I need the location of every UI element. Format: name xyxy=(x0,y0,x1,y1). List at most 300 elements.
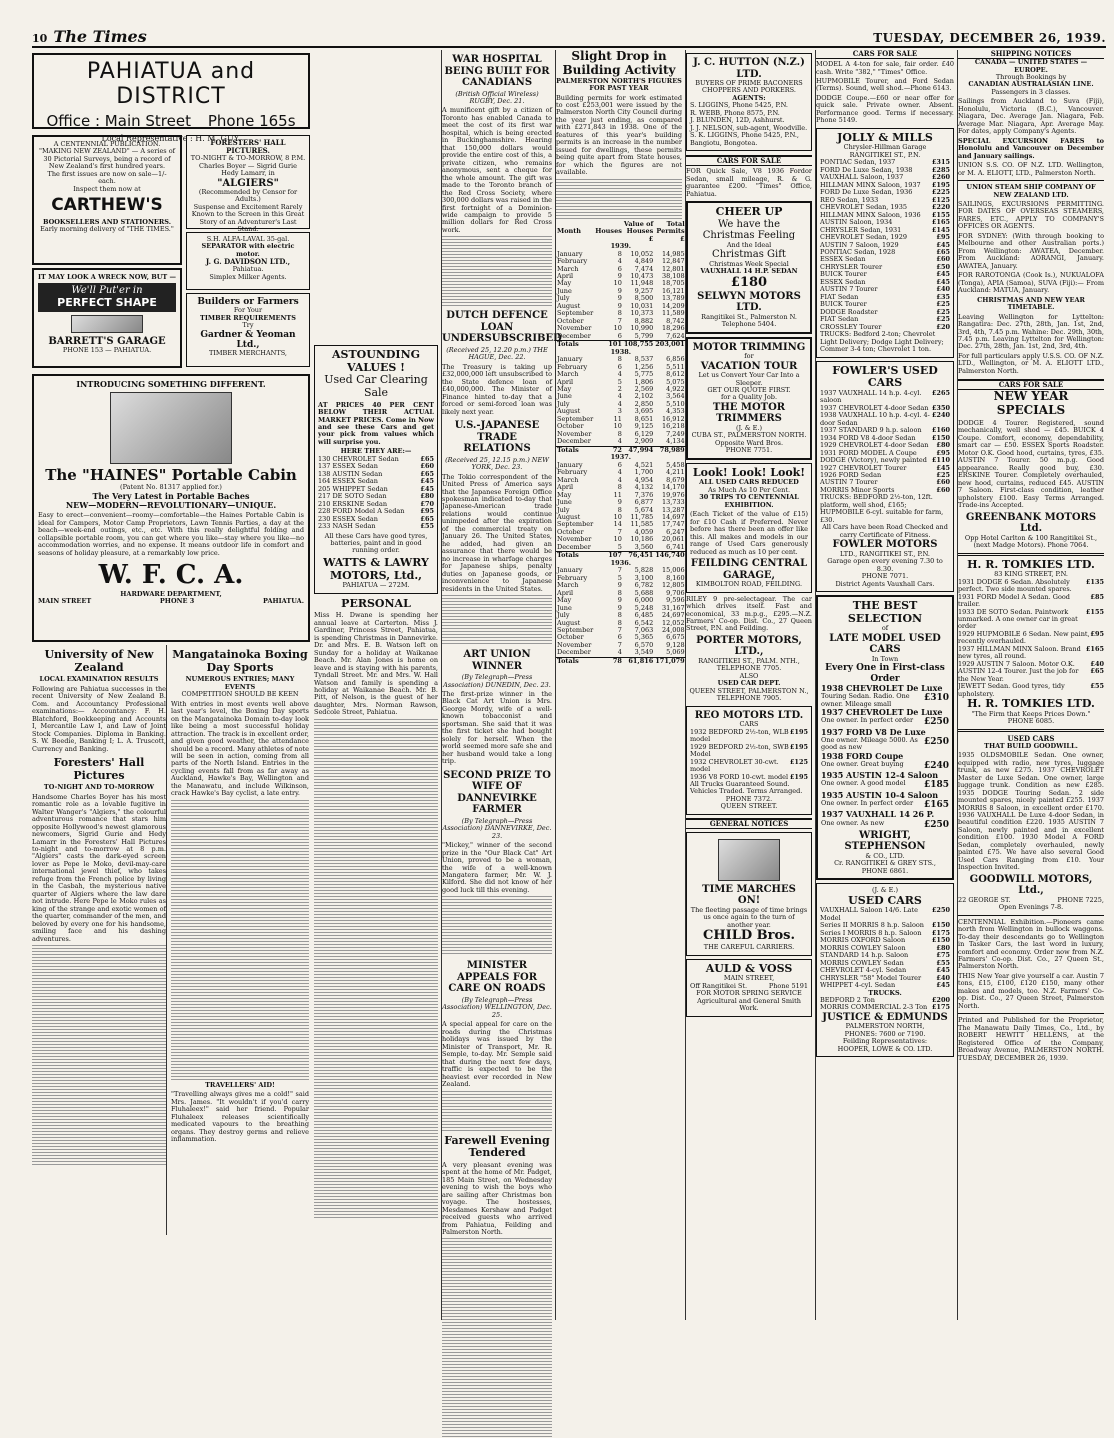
item-price: £265 xyxy=(931,388,950,397)
table-cell: April xyxy=(557,271,574,280)
justice-edmunds-ad xyxy=(816,883,954,1057)
item-name: 1932 CHEVROLET 30-cwt. model xyxy=(690,757,779,774)
fowler-addr: LTD., RANGITIKEI ST., P.N. xyxy=(840,549,930,558)
table-cell: 12,847 xyxy=(661,257,685,266)
wfca-dept: HARDWARE DEPARTMENT, xyxy=(120,589,222,598)
table-year: 1936. xyxy=(610,558,632,567)
item-price: £150 xyxy=(931,433,950,442)
hutton-agent: J. BLUNDEN, 12D, Ashhurst. xyxy=(690,116,785,125)
best-car-row xyxy=(821,693,949,708)
war-hospital-dateline: (British Official Wireless) RUGBY, Dec. 21. xyxy=(455,89,539,105)
table-cell: 10,031 xyxy=(630,301,654,310)
table-cell: August xyxy=(557,301,581,310)
table-cell: 4 xyxy=(617,399,622,408)
fowler-ad xyxy=(816,361,954,593)
col-1 xyxy=(32,132,182,371)
trimmers-l1: MOTOR TRIMMING xyxy=(692,341,806,353)
feilding-l1: ALL USED CARS REDUCED xyxy=(699,478,799,487)
item-price: £75 xyxy=(936,951,950,960)
item-price: £45 xyxy=(936,270,950,279)
university-sub: LOCAL EXAMINATION RESULTS xyxy=(39,675,159,684)
alfa-l2: SEPARATOR with electric motor. xyxy=(201,242,295,258)
dutch-title: DUTCH DEFENCE LOAN UNDERSUBSCRIBED xyxy=(442,310,562,345)
table-cell: 4,132 xyxy=(634,483,654,492)
tomkies-addr: 83 KING STREET, P.N. xyxy=(994,570,1068,579)
mangatainoka-sub: NUMEROUS ENTRIES; MANY EVENTS xyxy=(185,675,295,691)
best-car-item xyxy=(821,708,949,728)
personal-title: PERSONAL xyxy=(341,596,411,610)
union-islands: FOR RAROTONGA (Cook Is.), NUKUALOFA (Tonga), APIA (Samoa), SUVA (Fiji):— From Auckland: MATUA, January. xyxy=(958,271,1104,295)
centennial-body2: THIS New Year give yourself a car. Austin 7 tons, £15, £100, £120 £150, many other makes and models, too. N.Z. Farmers' Co-op. Dist. Co., 27 Queen Street, Palmerston North. xyxy=(958,971,1104,1010)
table-cell: 10 xyxy=(613,324,622,333)
table-cell: 9 xyxy=(617,581,622,590)
best-car-desc: One owner. Mileage 5000. As good as new xyxy=(821,735,918,752)
item-name: HILLMAN MINX Saloon, 1937 xyxy=(820,180,921,189)
table-cell: 10 xyxy=(613,422,622,431)
item-name: CHEVROLET Sedan, 1929 xyxy=(820,233,907,242)
selwyn-phone: Telephone 5404. xyxy=(721,320,777,329)
best-car-price: £250 xyxy=(923,819,949,830)
item-price: £95 xyxy=(420,507,434,516)
art-union-title: ART UNION WINNER xyxy=(463,649,531,672)
haines-cabin-ad xyxy=(32,374,310,642)
fowler-phone: PHONE 7071. xyxy=(861,572,909,581)
table-cell: 7,624 xyxy=(666,331,685,340)
fowler-title: FOWLER'S USED CARS xyxy=(832,363,938,390)
jolly-trucks: TRUCKS: Bedford 2-ton; Chevrolet Light Delivery; Dodge Light Delivery; Commer 3-4 ton; Chevrolet 1 ton. xyxy=(820,330,944,354)
table-cell: September xyxy=(557,309,594,318)
item-price: £125 xyxy=(931,195,950,204)
astounding-sub: Used Car Clearing Sale xyxy=(324,373,428,399)
item-price: £45 xyxy=(936,981,950,990)
pahiatua-office: Office : Main Street xyxy=(46,111,191,130)
table-cell: 12,805 xyxy=(661,581,685,590)
item-name: 228 FORD Model A Sedan xyxy=(318,507,405,516)
table-cell: 8,882 xyxy=(634,316,654,325)
best-car-row xyxy=(821,737,949,752)
item-price: £20 xyxy=(936,322,950,331)
porter-l1: ALSO xyxy=(739,671,759,680)
item-price: £60 xyxy=(936,255,950,264)
foresters-ad-l3: Hedy Lamarr, in xyxy=(221,169,275,178)
list-item xyxy=(820,1004,950,1011)
best-car-row xyxy=(821,820,949,830)
table-header: Month xyxy=(557,227,581,236)
best-l4: Every One in First-class Order xyxy=(825,663,945,684)
table-cell: June xyxy=(557,603,572,612)
fowler-name: FOWLER MOTORS xyxy=(832,539,938,551)
list-item xyxy=(958,668,1104,683)
item-name: AUSTIN 7 Saloon, 1929 xyxy=(820,240,899,249)
table-cell: 10,052 xyxy=(630,249,654,258)
item-name: CHEVROLET 4-cyl. Sedan xyxy=(820,966,907,975)
table-cell: 9 xyxy=(617,498,622,507)
table-cell: 5,511 xyxy=(666,362,685,371)
item-price: £175 xyxy=(931,928,950,937)
table-cell: October xyxy=(557,527,584,536)
feilding-body: (Each Ticket of the value of £15) for £10 Cash if Preferred. Never before has there been an offer like this. All makes and models in our range of Used Cars generously reduced as much as 10 per cent. xyxy=(690,510,808,556)
table-cell: January xyxy=(557,566,583,575)
reo-l1: All Trucks Guaranteed Sound. xyxy=(690,779,790,788)
table-cell: 2,850 xyxy=(634,399,654,408)
item-price: £65 xyxy=(420,469,434,478)
item-name: MORRIS OXFORD Saloon xyxy=(820,936,906,945)
table-cell: November xyxy=(557,429,592,438)
auld-l1: FOR MOTOR SPRING SERVICE xyxy=(696,989,802,998)
table-cell: 9 xyxy=(617,294,622,303)
building-sub: PALMERSTON NORTH'S FIGURES FOR PAST YEAR xyxy=(556,76,682,93)
table-cell: July xyxy=(557,505,570,514)
item-name: CHRYSLER "58" Model Tourer xyxy=(820,973,922,982)
col-2-lower xyxy=(171,645,309,1235)
item-name: 205 WHIPPET Sedan xyxy=(318,484,388,493)
table-cell: November xyxy=(557,324,592,333)
shipping-special: SPECIAL EXCURSION FARES to Honolulu and Vancouver on December and January sailings. xyxy=(958,136,1104,160)
dutch-dateline: (Received 25, 12.20 p.m.) THE HAGUE, Dec. 22. xyxy=(446,345,548,362)
table-cell: 1,256 xyxy=(634,362,654,371)
table-cell: 1,700 xyxy=(634,468,654,477)
astounding-title: ASTOUNDING VALUES ! xyxy=(331,348,421,374)
table-cell: 6 xyxy=(617,633,622,642)
table-cell: 13,733 xyxy=(661,498,685,507)
carthew-line3: Inspect them now at xyxy=(73,184,141,193)
table-cell: 6,000 xyxy=(634,596,654,605)
shipping-foot: For full particulars apply U.S.S. CO. OF N.Z. LTD., Wellington, or M. A. ELIOTT LTD., Palmerston North. xyxy=(958,351,1104,375)
best-car-name: 1935 AUSTIN 10-4 Saloon xyxy=(821,789,939,800)
classified-item: HUPMOBILE Tourer, and Ford Sedan (Terms). Sound, well shod.—Phone 6143. xyxy=(816,76,954,93)
pahiatua-rep: Local Representative : H. M. GUY. xyxy=(101,133,241,143)
je-rep2: HOOPER, LOWE & CO. LTD. xyxy=(837,1044,933,1053)
item-price: £220 xyxy=(931,203,950,212)
table-year: 1937. xyxy=(610,453,632,462)
table-cell: March xyxy=(557,370,579,379)
item-name: AUSTIN 12-4 Tourer. Just the job for the New Year. xyxy=(958,667,1079,683)
farewell-title: Farewell Evening Tendered xyxy=(444,1133,550,1160)
gardner-name: Gardner & Yeoman Ltd., xyxy=(200,329,296,351)
table-year: 1939. xyxy=(610,242,632,251)
table-cell: 10,473 xyxy=(630,271,654,280)
col-1-lower xyxy=(32,645,167,1235)
table-cell: 8 xyxy=(617,429,622,438)
table-cell: 3,560 xyxy=(634,542,654,551)
shipping-l3: CANADIAN AUSTRALASIAN LINE. xyxy=(968,80,1094,89)
table-cell: 14 xyxy=(613,520,622,529)
reo-l2: Vehicles Traded. Terms Arranged. xyxy=(690,787,803,796)
best-l2: LATE MODEL USED CARS xyxy=(829,632,941,656)
table-cell: July xyxy=(557,611,570,620)
shipping-l1: CANADA — UNITED STATES — EUROPE. xyxy=(974,58,1088,74)
carthew-line1: "MAKING NEW ZEALAND" — A series of 30 Pictorial Surveys, being a record of New Zealand's first hundred years. xyxy=(38,147,176,171)
item-name: 210 ERSKINE Sedan xyxy=(318,499,388,508)
shipping-l2: Through Bookings by xyxy=(995,72,1067,81)
pahiatua-banner xyxy=(32,53,310,143)
item-price: £125 xyxy=(789,757,808,766)
je-trucks-title: TRUCKS. xyxy=(868,988,902,997)
haines-patent: (Patent No. 81317 applied for.) xyxy=(120,483,222,492)
jolly-name: JOLLY & MILLS xyxy=(837,130,933,144)
personal-body: Miss H. Dwane is spending her annual leave at Carterton. Miss J. Gardiner, Princess Street, Pahiatua, is spending Christmas in Dannevirke. Dr. and Mrs. E. B. Watson left on Sunday for a holiday at Waikanae Beach. Mr. Alan Jones is home on leave and is staying with his parents, Tyndall Street. Mr. and Mrs. W. Hall Watson and family is spending a holiday at Waikanae Beach. Mr. B. Pitt, of Nelson, is the guest of her daughter, Mrs. Norman Rawson, Sedcole Street, Pahiatua. xyxy=(314,611,438,717)
classified-car-list xyxy=(816,61,954,125)
table-total-cell: 47,994 xyxy=(628,445,654,454)
best-car-name: 1937 FORD V8 De Luxe xyxy=(821,726,926,737)
table-cell: 10 xyxy=(613,535,622,544)
table-cell: 5,075 xyxy=(666,377,685,386)
child-l2: The fleeting passage of time brings us once again to the turn of another year. xyxy=(690,905,808,929)
table-cell: June xyxy=(557,392,572,401)
table-cell: 6,877 xyxy=(634,498,654,507)
table-cell: April xyxy=(557,588,574,597)
table-cell: 7,249 xyxy=(666,429,685,438)
wright-sub: & CO., LTD. xyxy=(865,851,905,860)
item-price: £85 xyxy=(1090,592,1104,601)
page-number: 10 xyxy=(32,32,48,46)
newyear-body: DODGE 4 Tourer. Registered, sound mechanically, well shod — £45. BUICK 4 Coupe. Comfort, economy, dependability, smart car — £50. ESSEX Sports Roadster. Motor O.K. Good hood, curtains, tyres, £35. AUSTIN 7 Tourer. 50 m.p.g. Good appearance. Really good buy, £30. ERSKINE Tourer. Completely overhauled, new hood, curtains, reduced £45. AUSTIN 7 Saloon. First-class condition, leather upholstery £100. Easy Terms Arranged. Trade-ins Accepted. xyxy=(958,418,1104,510)
porter-phone2: TELEPHONE 7905. xyxy=(716,694,782,703)
table-cell: 5,828 xyxy=(634,566,654,575)
item-name: 1937 STANDARD 9 h.p. saloon xyxy=(820,426,922,435)
us-japan-dateline: (Received 25, 12.15 p.m.) NEW YORK, Dec. 23. xyxy=(445,455,549,472)
selwyn-l1: CHEER UP xyxy=(715,205,783,219)
item-price: £200 xyxy=(931,996,950,1005)
wright-phone: PHONE 6861. xyxy=(861,866,909,875)
item-price: £65 xyxy=(1090,667,1104,676)
table-cell: September xyxy=(557,520,594,529)
carthew-ad xyxy=(32,135,182,265)
masthead xyxy=(32,24,1106,48)
table-cell: 8 xyxy=(617,505,622,514)
feilding-title: Look! Look! Look! xyxy=(692,465,806,479)
tomkies-phone: PHONE 6085. xyxy=(1007,717,1055,726)
table-cell: June xyxy=(557,498,572,507)
greenbank-name: GREENBANK MOTORS Ltd. xyxy=(965,511,1097,535)
col-3 xyxy=(314,50,442,1320)
best-car-name: 1938 FORD Coupe xyxy=(821,750,904,761)
trimmers-phone: PHONE 7751. xyxy=(725,446,773,455)
table-cell: 4 xyxy=(617,437,622,446)
table-cell: 5 xyxy=(617,377,622,386)
item-name: CROSSLEY Tourer xyxy=(820,322,882,331)
table-cell: 16,218 xyxy=(661,422,685,431)
je-title: USED CARS xyxy=(848,893,922,907)
best-car-item xyxy=(821,771,949,791)
best-car-item xyxy=(821,810,949,830)
table-total-cell: 61,816 xyxy=(628,656,654,665)
travellers-title: TRAVELLERS' AID! xyxy=(205,1080,275,1089)
je-rep: Feilding Representatives: xyxy=(842,1037,928,1046)
table-cell: 6 xyxy=(617,331,622,340)
item-price: £60 xyxy=(936,485,950,494)
item-name: 1929 CHEVROLET 4-door Sedan xyxy=(820,441,929,450)
table-cell: 4,134 xyxy=(666,437,685,446)
selwyn-l6: VAUXHALL 14 H.P. SEDAN xyxy=(700,267,798,276)
table-cell: 24,008 xyxy=(661,626,685,634)
item-price: £285 xyxy=(931,165,950,174)
trimmers-l2: for xyxy=(744,352,754,361)
list-item xyxy=(958,609,1104,631)
gardner-l2: TIMBER REQUIREMENTS xyxy=(200,313,296,322)
item-price: £25 xyxy=(936,300,950,309)
list-item xyxy=(318,523,434,530)
table-cell: May xyxy=(557,279,572,288)
table-cell: January xyxy=(557,460,583,469)
item-price: £40 xyxy=(1090,659,1104,668)
item-name: Series I MORRIS 8 h.p. Saloon xyxy=(820,928,922,937)
reo-phone: PHONE 7372. xyxy=(725,794,773,803)
wright-addr: Cr. RANGITIKEI & GREY STS., xyxy=(834,859,936,868)
foresters-ad-l5: Suspense and Excitement Rarely Known to the Screen in this Great Story of an Adventurer's Last Stand. xyxy=(191,202,305,234)
table-cell: 9,596 xyxy=(666,596,685,605)
table-cell: 4 xyxy=(617,257,622,266)
item-name: BUICK Tourer xyxy=(820,270,867,279)
best-car-name: 1937 VAUXHALL 14 26 P. xyxy=(821,809,935,820)
je-addr: PALMERSTON NORTH, xyxy=(845,1022,925,1031)
table-cell: 6,485 xyxy=(634,611,654,620)
je-truck-list xyxy=(820,997,950,1012)
barretts-ad xyxy=(32,268,182,368)
table-cell: 9,257 xyxy=(634,286,654,295)
item-price: £150 xyxy=(931,921,950,930)
table-cell: 13,789 xyxy=(661,294,685,303)
table-cell: 2,569 xyxy=(634,385,654,393)
item-name: DODGE (Victory), newly painted xyxy=(820,456,927,465)
table-total-cell: 203,001 xyxy=(655,340,685,349)
cars-sale-right-title: CARS FOR SALE xyxy=(958,379,1104,390)
table-cell: February xyxy=(557,468,588,477)
item-name: VAUXHALL Saloon, 1937 xyxy=(820,173,904,182)
hutton-agents: AGENTS: xyxy=(732,93,766,102)
art-union-dateline: (By Telegraph—Press Association) DUNEDIN, Dec. 23. xyxy=(443,673,551,689)
table-cell: 15,006 xyxy=(661,566,685,575)
table-cell: 8 xyxy=(617,618,622,627)
cars-sale-small-body: FOR Quick Sale, V8 1936 Fordor Sedan, small mileage, R. & G. guarantee £200. "Times" Office, Pahiatua. xyxy=(686,167,812,198)
col-6 xyxy=(686,50,816,1320)
newyear-title: NEW YEAR SPECIALS xyxy=(993,389,1069,418)
tomkies-car-list xyxy=(958,579,1104,699)
item-price: £350 xyxy=(931,403,950,412)
item-name: FORD De Luxe Sedan, 1936 xyxy=(820,188,913,197)
table-cell: 6 xyxy=(617,264,622,273)
centennial-body: CENTENNIAL Exhibition.—Pioneers came north from Wellington in bullock waggons. To-day their descendants go to Wellington in Tasker Cars, the last word in luxury, comfort and economy. Order now from N.Z. Farmers' Co-op. Dist. Co., 27 Queen St., Palmerston North. xyxy=(958,917,1104,971)
porter-ad xyxy=(686,635,812,703)
table-cell: 8,612 xyxy=(666,370,685,379)
jolly-sub: Chrysler-Hillman Garage xyxy=(843,143,927,152)
list-item xyxy=(958,683,1104,698)
clock-illustration xyxy=(718,839,780,881)
tomkies-slogan: "The Firm that Keeps Prices Down." xyxy=(971,709,1091,718)
table-cell: April xyxy=(557,483,574,492)
hutton-title: J. C. HUTTON (N.Z.) LTD. xyxy=(693,57,805,80)
table-cell: 4 xyxy=(617,648,622,657)
table-cell: 19,976 xyxy=(661,490,685,499)
table-cell: 9 xyxy=(617,603,622,612)
barretts-name: BARRETT'S GARAGE xyxy=(48,335,166,347)
table-cell: 6,129 xyxy=(634,429,654,438)
hutton-agent: R. WEBB, Phone 8575, P.N. xyxy=(690,108,780,117)
best-car-name: 1938 CHEVROLET De Luxe xyxy=(821,682,943,693)
item-name: 1926 FORD Sedan xyxy=(820,471,882,479)
hutton-agent: S. LIGGINS, Phone 5425, P.N. xyxy=(690,101,788,110)
mangatainoka-sub2: COMPETITION SHOULD BE KEEN xyxy=(181,690,299,699)
gardner-yeoman-ad xyxy=(186,293,310,367)
foresters-hall-ad xyxy=(186,135,310,234)
table-cell: 6,570 xyxy=(634,640,654,649)
table-cell: September xyxy=(557,626,594,634)
table-cell: May xyxy=(557,385,572,393)
table-cell: 16,912 xyxy=(661,414,685,423)
table-cell: 6,675 xyxy=(666,633,685,642)
item-name: 1929 HUPMOBILE 6 Sedan. New paint, recently overhauled. xyxy=(958,629,1090,646)
union-title: UNION STEAM SHIP COMPANY OF NEW ZEALAND LTD. xyxy=(966,183,1096,199)
item-price: £45 xyxy=(936,966,950,975)
reo-sub: CARS xyxy=(739,720,759,729)
travellers-body: "Travelling always gives me a cold!" said Mrs. James. "It wouldn't if you'd carry Fluhaleex!" said her friend. Popular Fluhaleex releases scientifically medicated vapours to the breathing organs. They destroy germs and relieve inflammation. xyxy=(171,1090,309,1144)
barretts-slogan1: We'll Put'er in xyxy=(71,285,143,297)
list-item xyxy=(958,631,1104,646)
item-name: 1931 DODGE 6 Sedan. Absolutely perfect. Two side mounted spares. xyxy=(958,577,1072,594)
item-price: £25 xyxy=(936,471,950,479)
table-cell: 12,052 xyxy=(661,618,685,627)
barretts-slogan2: PERFECT SHAPE xyxy=(57,295,157,309)
table-cell: 5 xyxy=(617,542,622,551)
table-cell: 2 xyxy=(617,385,622,393)
table-cell: 14,209 xyxy=(661,301,685,310)
table-cell: 10,186 xyxy=(630,535,654,544)
carthew-kicker: A CENTENNIAL PUBLICATION. xyxy=(53,140,161,148)
table-cell: 6,542 xyxy=(634,618,654,627)
goodwill-l1: Open Evenings 7-8. xyxy=(998,903,1064,912)
reo-ad xyxy=(686,706,812,815)
goodwill-name: GOODWILL MOTORS, Ltd., xyxy=(969,873,1093,897)
je-car-list xyxy=(820,907,950,989)
table-cell: 4,211 xyxy=(666,468,685,477)
table-cell: July xyxy=(557,294,570,303)
table-total-cell: Totals xyxy=(557,340,579,349)
item-name: AUSTIN 7 Tourer xyxy=(820,285,878,294)
table-cell: October xyxy=(557,422,584,431)
list-item xyxy=(958,579,1104,594)
jolly-mills-ad xyxy=(816,128,954,358)
table-cell: 14,170 xyxy=(661,483,685,492)
table-total-cell: 78,989 xyxy=(659,445,685,454)
item-price: £80 xyxy=(936,943,950,952)
foresters-ad-l1: TO-NIGHT & TO-MORROW, 8 P.M. xyxy=(190,154,306,163)
table-cell: 11 xyxy=(613,414,622,423)
auld-addr2: Off Rangitikei St. xyxy=(690,981,748,990)
item-name: 164 ESSEX Sedan xyxy=(318,477,378,486)
carthew-name: CARTHEW'S xyxy=(51,195,163,216)
table-cell: 18,705 xyxy=(661,279,685,288)
list-item xyxy=(820,907,950,922)
item-name: 1938 VAUXHALL 10 h.p. 4-cyl. 4-door Sedan xyxy=(820,411,930,427)
item-name: PONTIAC Sedan, 1937 xyxy=(820,158,896,167)
table-cell: 11,585 xyxy=(630,520,654,529)
table-total-cell: 108,755 xyxy=(623,340,654,349)
list-item xyxy=(690,759,808,774)
item-price: £50 xyxy=(936,262,950,271)
table-cell: 14,985 xyxy=(661,249,685,258)
table-cell: 5,799 xyxy=(634,331,654,340)
table-cell: 8,679 xyxy=(666,475,685,484)
table-cell: 5,688 xyxy=(634,588,654,597)
war-hospital-title: WAR HOSPITAL BEING BUILT FOR CANADIANS xyxy=(444,54,550,88)
table-cell: 5,069 xyxy=(666,648,685,657)
cars-sale-small-title: CARS FOR SALE xyxy=(686,155,812,166)
table-header: Value of Houses £ xyxy=(623,219,654,243)
item-name: JEWETT Sedan. Good tyres, tidy upholstery. xyxy=(958,682,1065,698)
item-price: £95 xyxy=(936,448,950,457)
table-cell: 6,856 xyxy=(666,355,685,364)
item-price: £160 xyxy=(931,426,950,435)
